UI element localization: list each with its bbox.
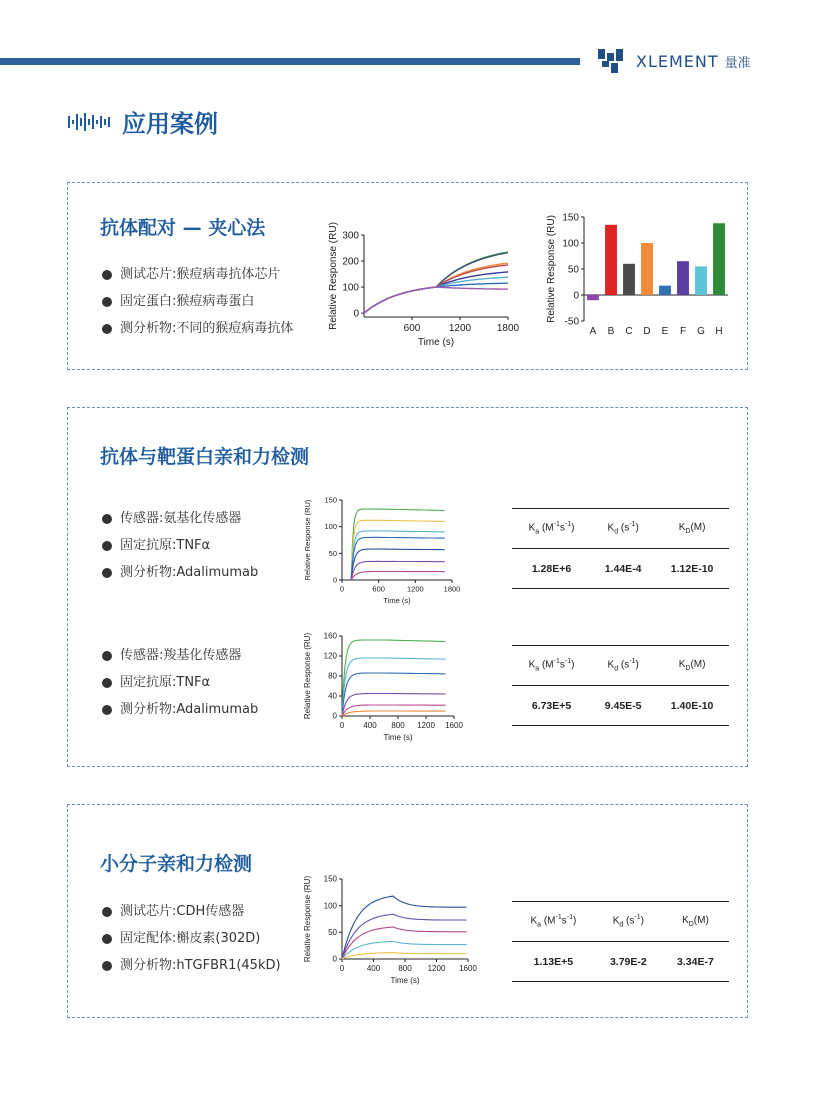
x-tick-label: 600 xyxy=(403,323,421,334)
y-tick-label: 120 xyxy=(323,651,337,661)
y-tick-label: 150 xyxy=(562,212,579,224)
table-header-kD: $K_D(M)$ xyxy=(662,902,729,942)
bar xyxy=(605,225,617,295)
x-tick-label: H xyxy=(715,326,723,337)
series-line xyxy=(351,549,445,580)
y-axis-label: Relative Response (RU) xyxy=(328,222,339,330)
x-tick-label: 800 xyxy=(391,721,405,730)
y-tick-label: 0 xyxy=(353,308,359,320)
bullet-dot-icon xyxy=(102,961,112,971)
series-line xyxy=(364,253,508,313)
table-cell: 1.40E-10 xyxy=(655,686,729,726)
bar xyxy=(695,266,707,295)
x-tick-label: 1800 xyxy=(496,323,520,334)
y-tick-label: 40 xyxy=(328,691,337,701)
y-tick-label: 150 xyxy=(323,874,337,884)
bullet-dot-icon xyxy=(102,651,112,661)
table-cell: 1.44E-4 xyxy=(591,549,655,589)
table-row xyxy=(512,942,729,982)
bullet-dot-icon xyxy=(102,907,112,917)
list-item: 测分析物:Adalimumab xyxy=(102,559,258,586)
series-line xyxy=(342,953,466,959)
table-header-kd: $K_d$ $(s^{-1})$ xyxy=(591,509,655,549)
x-axis-label: Time (s) xyxy=(383,733,413,742)
bar xyxy=(623,264,635,295)
bullet-dot-icon xyxy=(102,541,112,551)
series-line xyxy=(364,277,508,313)
panel-title: 小分子亲和力检测 xyxy=(100,853,253,875)
y-tick-label: 0 xyxy=(332,954,337,964)
x-tick-label: 600 xyxy=(372,584,385,594)
bullet-dot-icon xyxy=(102,514,112,524)
list-item: 固定抗原:TNFα xyxy=(102,669,258,696)
list-item: 测试芯片:CDH传感器 xyxy=(102,898,281,925)
bullet-dot-icon xyxy=(102,270,112,280)
table-header-ka: $K_a$ $(M^{-1}s^{-1})$ xyxy=(512,902,595,942)
y-tick-label: 0 xyxy=(573,290,579,302)
sensorgram-chart xyxy=(302,492,472,610)
brand-name-cn: 量准 xyxy=(724,55,751,71)
bar xyxy=(713,223,725,295)
brand-logo xyxy=(598,46,751,76)
x-tick-label: C xyxy=(625,326,633,337)
y-axis-label: Relative Response (RU) xyxy=(303,875,312,963)
list-item: 固定配体:槲皮素(302D) xyxy=(102,925,281,952)
y-tick-label: 50 xyxy=(567,264,579,276)
bullet-list xyxy=(102,642,258,723)
y-tick-label: 100 xyxy=(342,282,359,294)
series-line xyxy=(351,561,445,580)
x-tick-label: E xyxy=(661,326,669,337)
bullet-dot-icon xyxy=(102,297,112,307)
series-line xyxy=(351,509,445,580)
series-line xyxy=(351,537,445,580)
y-tick-label: 80 xyxy=(328,671,337,681)
waveform-icon xyxy=(68,113,110,131)
table-cell: 6.73E+5 xyxy=(512,686,591,726)
x-tick-label: 0 xyxy=(339,721,345,730)
table-cell: 3.34E-7 xyxy=(662,942,729,982)
x-tick-label: 800 xyxy=(398,964,412,973)
table-cell: 9.45E-5 xyxy=(591,686,655,726)
x-tick-label: 1200 xyxy=(448,323,472,334)
table-row xyxy=(512,686,729,726)
y-tick-label: 100 xyxy=(324,522,337,532)
series-line xyxy=(364,263,508,313)
bullet-dot-icon xyxy=(102,705,112,715)
bullet-list xyxy=(102,505,258,586)
y-tick-label: 160 xyxy=(323,631,337,641)
list-item: 测分析物:hTGFBR1(45kD) xyxy=(102,952,281,979)
table-header-ka: $K_a$ $(M^{-1}s^{-1})$ xyxy=(512,646,591,686)
y-tick-label: 150 xyxy=(324,495,337,505)
y-tick-label: 100 xyxy=(562,238,579,250)
bullet-dot-icon xyxy=(102,678,112,688)
series-line xyxy=(342,711,446,716)
x-tick-label: D xyxy=(643,326,651,337)
list-item: 测分析物:不同的猴痘病毒抗体 xyxy=(102,315,293,342)
x-tick-label: 1600 xyxy=(459,964,477,973)
bar xyxy=(587,295,599,300)
y-tick-label: 50 xyxy=(328,548,337,558)
y-axis-label: Relative Response (RU) xyxy=(546,215,557,323)
list-item: 固定蛋白:猴痘病毒蛋白 xyxy=(102,288,293,315)
header-bar xyxy=(0,58,580,65)
series-line xyxy=(342,896,466,959)
series-line xyxy=(364,252,508,313)
page-title: 应用案例 xyxy=(122,110,218,138)
bullet-list xyxy=(102,898,281,979)
y-tick-label: 0 xyxy=(332,575,337,585)
x-tick-label: G xyxy=(697,326,705,337)
table-header-kd: $K_d$ $(s^{-1})$ xyxy=(595,902,662,942)
kinetics-table xyxy=(512,508,729,589)
sensorgram-chart xyxy=(302,628,472,746)
x-tick-label: 1800 xyxy=(443,584,461,594)
x-tick-label: F xyxy=(679,326,687,337)
x-axis-label: Time (s) xyxy=(417,337,455,348)
brand-name: XLEMENT xyxy=(636,51,719,71)
bullet-list xyxy=(102,261,293,342)
sensorgram-chart xyxy=(302,871,488,989)
x-tick-label: B xyxy=(607,326,615,337)
y-tick-label: 50 xyxy=(328,928,337,937)
table-row xyxy=(512,549,729,589)
y-axis-label: Relative Response (RU) xyxy=(303,499,312,581)
x-tick-label: A xyxy=(589,326,597,337)
y-tick-label: 0 xyxy=(332,711,337,721)
section-heading xyxy=(68,104,218,139)
table-cell: 1.28E+6 xyxy=(512,549,591,589)
series-line xyxy=(342,914,466,959)
y-axis-label: Relative Response (RU) xyxy=(303,632,312,720)
panel-title: 抗体配对 — 夹心法 xyxy=(100,217,266,239)
x-axis-label: Time (s) xyxy=(390,976,420,985)
x-tick-label: 1200 xyxy=(427,964,446,973)
bullet-dot-icon xyxy=(102,934,112,944)
kinetics-table xyxy=(512,901,729,982)
x-tick-label: 400 xyxy=(366,964,381,973)
bar-chart xyxy=(544,205,734,343)
bar xyxy=(659,286,671,295)
bar xyxy=(677,261,689,295)
series-line xyxy=(342,658,446,716)
x-tick-label: 400 xyxy=(363,721,377,730)
table-cell: 1.12E-10 xyxy=(655,549,729,589)
panel-antibody-affinity xyxy=(67,407,748,767)
table-cell: 3.79E-2 xyxy=(595,942,662,982)
sensorgram-chart xyxy=(326,221,526,351)
bullet-dot-icon xyxy=(102,568,112,578)
y-tick-label: 300 xyxy=(342,230,359,242)
bullet-dot-icon xyxy=(102,324,112,334)
list-item: 传感器:羧基化传感器 xyxy=(102,642,258,669)
x-tick-label: 1200 xyxy=(417,721,435,730)
x-tick-label: 1200 xyxy=(406,584,424,594)
series-line xyxy=(364,287,508,313)
series-line xyxy=(342,941,466,959)
list-item: 传感器:氨基化传感器 xyxy=(102,505,258,532)
table-header-kD: $K_D(M)$ xyxy=(655,646,729,686)
table-cell: 1.13E+5 xyxy=(512,942,595,982)
x-axis-label: Time (s) xyxy=(383,596,411,605)
x-tick-label: 0 xyxy=(339,964,345,973)
kinetics-table xyxy=(512,645,729,726)
list-item: 测分析物:Adalimumab xyxy=(102,696,258,723)
bar xyxy=(641,243,653,295)
panel-title: 抗体与靶蛋白亲和力检测 xyxy=(100,446,310,468)
series-line xyxy=(351,572,445,581)
table-header-kd: $K_d$ $(s^{-1})$ xyxy=(591,646,655,686)
y-tick-label: 200 xyxy=(342,256,359,268)
table-header-kD: $K_D(M)$ xyxy=(655,509,729,549)
y-tick-label: -50 xyxy=(564,316,579,328)
x-tick-label: 0 xyxy=(339,584,345,594)
panel-antibody-pairing xyxy=(67,182,748,370)
table-header-ka: $K_a$ $(M^{-1}s^{-1})$ xyxy=(512,509,591,549)
y-tick-label: 100 xyxy=(323,901,337,911)
logo-icon xyxy=(598,49,624,73)
list-item: 测试芯片:猴痘病毒抗体芯片 xyxy=(102,261,293,288)
panel-small-molecule xyxy=(67,804,748,1018)
list-item: 固定抗原:TNFα xyxy=(102,532,258,559)
x-tick-label: 1600 xyxy=(445,721,463,730)
